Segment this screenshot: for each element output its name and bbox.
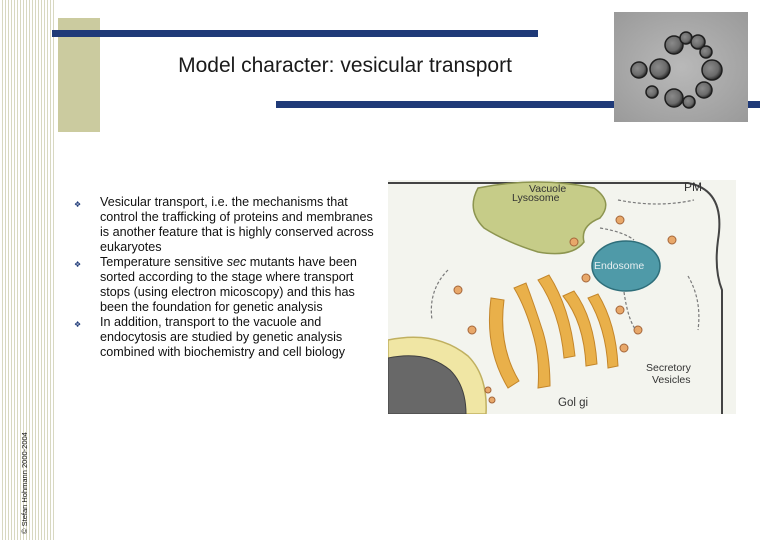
four-point-diamond-icon: ❖ (74, 260, 82, 269)
title-rule-top (52, 30, 538, 37)
bullet-text-post: mutants have been sorted according to the stage where transport stops (using electron micoscopy) and this has been the foundation for genetic analysis (100, 255, 357, 314)
label-vesicles: Vesicles (652, 374, 691, 386)
label-secretory: Secretory (646, 362, 691, 374)
bullet-text-pre: In addition, transport to the vacuole and endocytosis are studied by genetic analysis combined with biochemistry and cell biology (100, 315, 346, 359)
slide-title: Model character: vesicular transport (178, 54, 512, 77)
label-golgi: Gol gi (558, 397, 589, 409)
bullet-text-pre: Vesicular transport, i.e. the mechanisms that control the trafficking of proteins and membranes is another feature that is highly conserved across eukaryotes (100, 195, 374, 254)
four-point-diamond-icon: ❖ (74, 320, 82, 329)
bullet-item (74, 255, 374, 315)
label-lysosome: Lysosome (512, 192, 560, 204)
label-endosome: Endosome (594, 260, 645, 272)
label-vacuole: Vacuole (529, 183, 567, 195)
label-pm: PM (684, 180, 702, 194)
yeast-micrograph (614, 12, 748, 122)
bullet-text-emphasis: sec (226, 255, 247, 269)
vesicular-transport-diagram (388, 180, 736, 414)
bullet-item (74, 195, 374, 255)
bullet-item (74, 315, 374, 360)
bullet-list (74, 195, 374, 360)
copyright-notice: © Stefan Hohmann 2000-2004 (20, 432, 29, 534)
four-point-diamond-icon: ❖ (74, 200, 82, 209)
bullet-text-pre: Temperature sensitive (100, 255, 227, 269)
